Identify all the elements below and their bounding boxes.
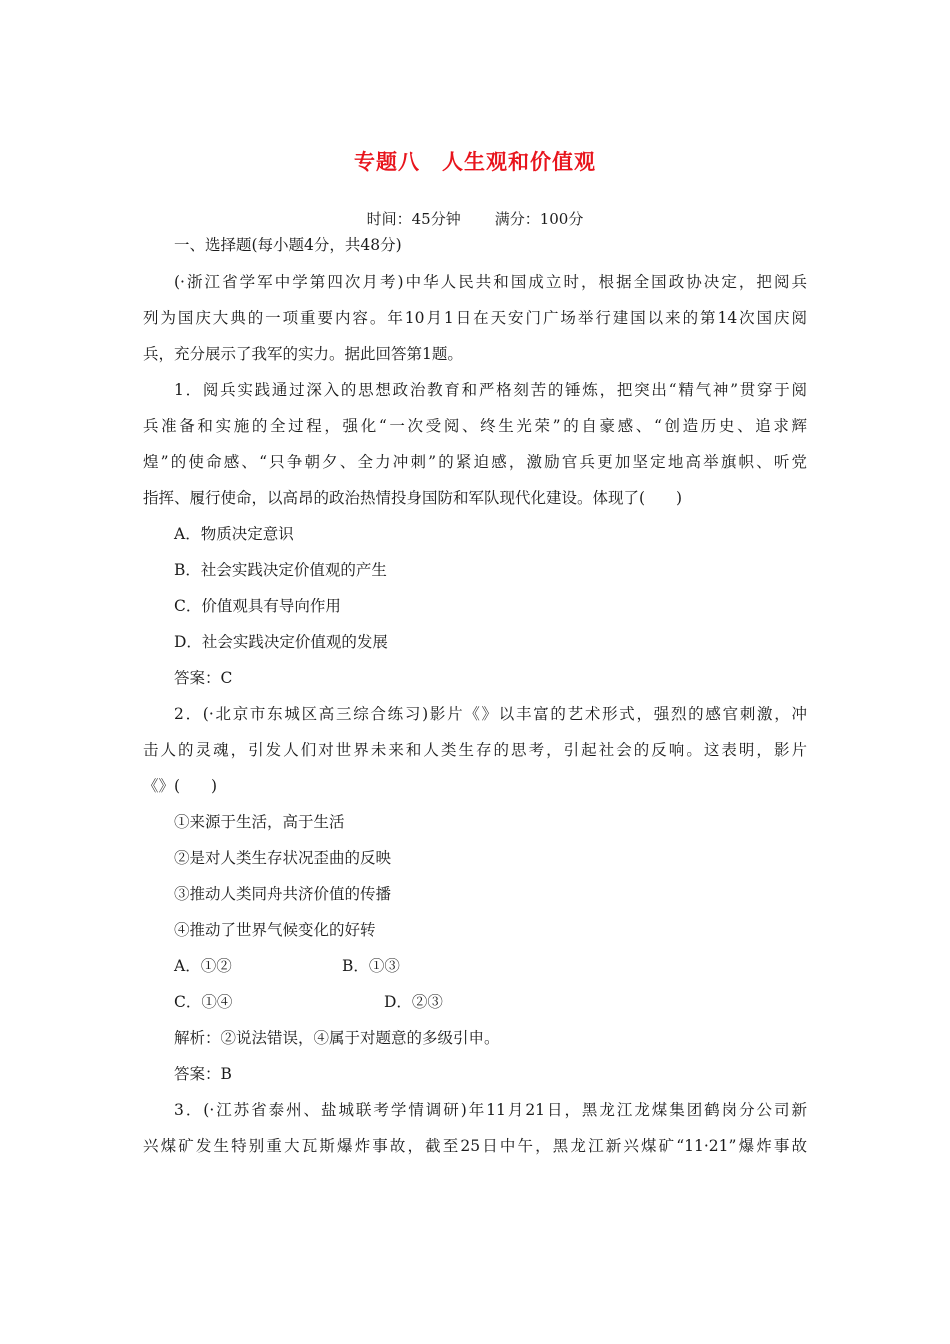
q1-stem-line: 兵准备和实施的全过程，强化“一次受阅、终生光荣”的自豪感、“创造历史、追求辉 [143,417,807,435]
q3-stem-line: 3．(·江苏省泰州、盐城联考学情调研)年11月21日，黑龙江龙煤集团鹤岗分公司新 [174,1101,807,1119]
q1-option-a: A．物质决定意识 [174,525,294,543]
q2-stem-line: 2．(·北京市东城区高三综合练习)影片《》以丰富的艺术形式，强烈的感官刺激，冲 [174,705,807,723]
document-title: 专题八 人生观和价值观 [354,149,596,174]
q2-option-a: A．①② [174,957,232,975]
q2-option-b: B．①③ [342,957,400,975]
q2-item-2: ②是对人类生存状况歪曲的反映 [174,849,392,867]
q1-option-d: D．社会实践决定价值观的发展 [174,633,388,651]
q1-option-c: C．价值观具有导向作用 [174,597,341,615]
q1-answer: 答案：C [174,669,233,687]
intro-line: (·浙江省学军中学第四次月考)中华人民共和国成立时，根据全国政协决定，把阅兵 [174,273,807,291]
q2-options-row-2 [143,984,807,1020]
intro-line: 列为国庆大典的一项重要内容。年10月1日在天安门广场举行建国以来的第14次国庆阅 [143,309,807,327]
q2-option-d: D．②③ [384,993,443,1011]
exam-time: 时间：45分钟 [366,210,461,228]
q1-option-b: B．社会实践决定价值观的产生 [174,561,387,579]
section-heading: 一、选择题(每小题4分，共48分) [174,236,402,254]
q1-stem-line: 煌”的使命感、“只争朝夕、全力冲刺”的紧迫感，激励官兵更加坚定地高举旗帜、听党 [143,453,807,471]
q2-item-1: ①来源于生活，高于生活 [174,813,345,831]
exam-score: 满分：100分 [494,210,584,228]
exam-meta [0,208,950,229]
q3-stem-line: 兴煤矿发生特别重大瓦斯爆炸事故，截至25日中午，黑龙江新兴煤矿“11·21”爆炸事故 [143,1137,807,1155]
q2-answer: 答案：B [174,1065,232,1083]
q2-options-row-1 [143,948,807,984]
document-body [143,232,807,1164]
q2-option-c: C．①④ [174,993,233,1011]
q2-item-4: ④推动了世界气候变化的好转 [174,921,376,939]
intro-line: 兵，充分展示了我军的实力。据此回答第1题。 [143,345,463,363]
q2-stem-line: 《》( ) [143,777,218,795]
q2-stem-line: 击人的灵魂，引发人们对世界未来和人类生存的思考，引起社会的反响。这表明，影片 [143,741,807,759]
q2-item-3: ③推动人类同舟共济价值的传播 [174,885,392,903]
q2-analysis: 解析：②说法错误，④属于对题意的多级引申。 [174,1029,500,1047]
q1-stem-line: 指挥、履行使命，以高昂的政治热情投身国防和军队现代化建设。体现了( ) [143,489,683,507]
q1-stem-line: 1．阅兵实践通过深入的思想政治教育和严格刻苦的锤炼，把突出“精气神”贯穿于阅 [174,381,807,399]
